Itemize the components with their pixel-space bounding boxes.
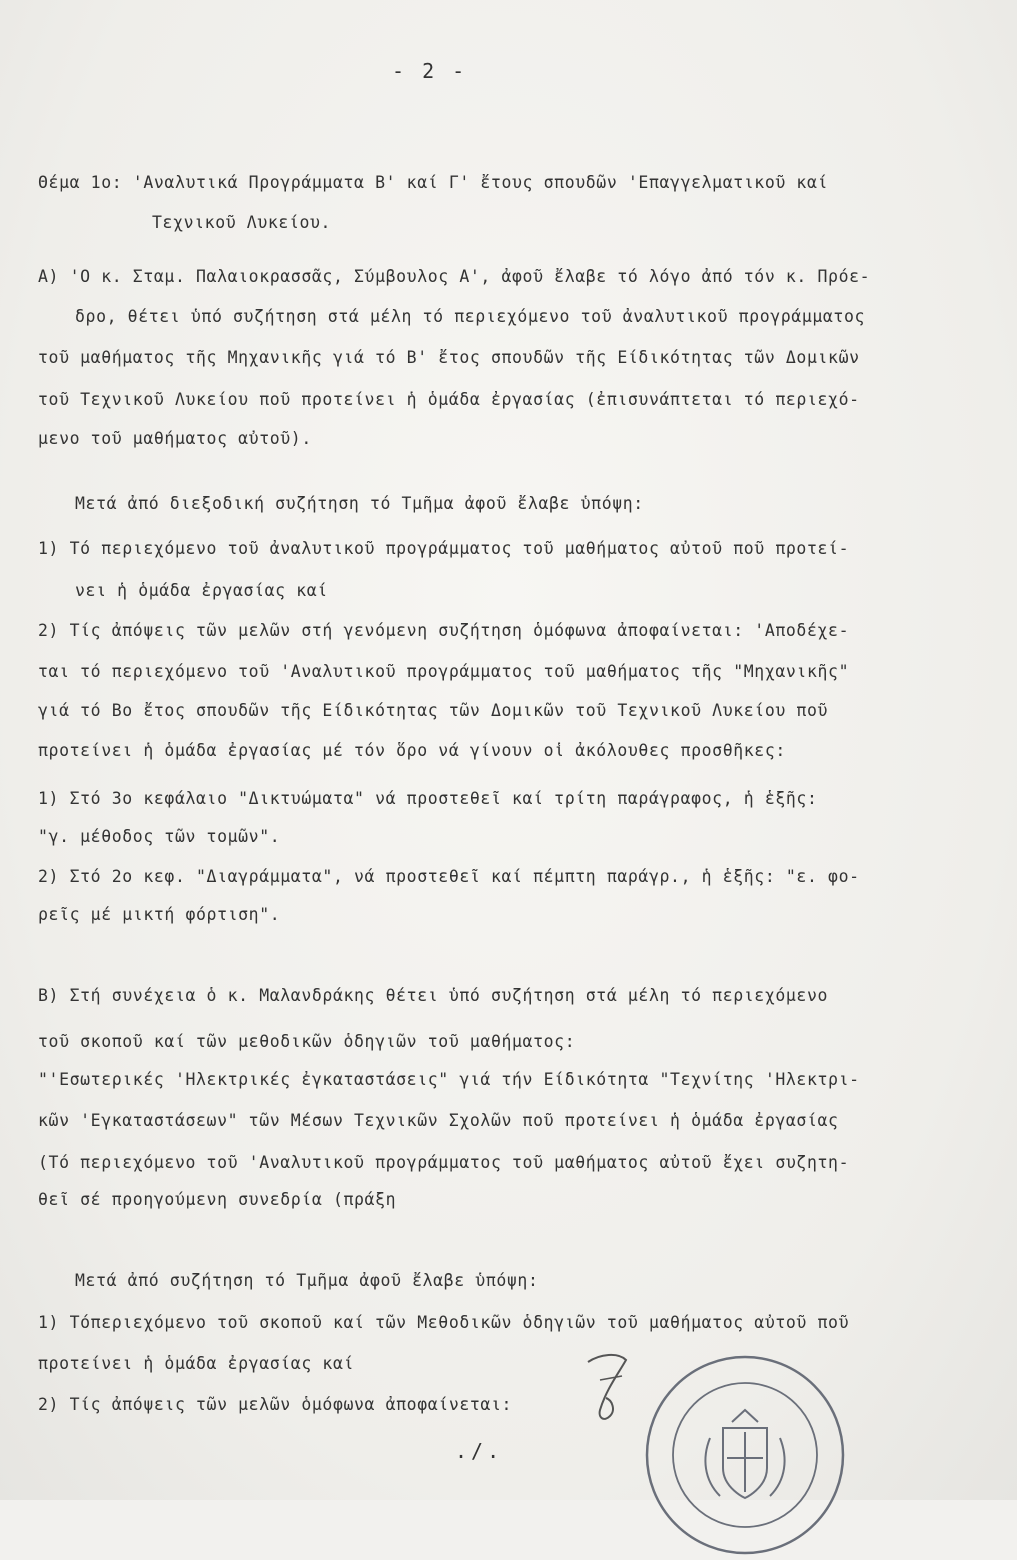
discussion-intro: Μετά ἀπό διεξοδική συζήτηση τό Τμῆμα ἀφοῦ ἔλαβε ὑπόψη: (75, 494, 644, 513)
paragraph-a-line-2: δρο, θέτει ὑπό συζήτηση στά μέλη τό περιεχόμενο τοῦ ἀναλυτικοῦ προγράμματος (75, 307, 866, 326)
point-1-line-1: 1) Τό περιεχόμενο τοῦ ἀναλυτικοῦ προγράμματος τοῦ μαθήματος αὐτοῦ ποῦ προτεί- (38, 539, 850, 558)
paragraph-b-line-4: κῶν 'Εγκαταστάσεων" τῶν Μέσων Τεχνικῶν Σχολῶν ποῦ προτείνει ἡ ὁμάδα ἐργασίας (38, 1111, 839, 1130)
point-b1-line-1: 1) Τόπεριεχόμενο τοῦ σκοποῦ καί τῶν Μεθοδικῶν ὁδηγιῶν τοῦ μαθήματος αὐτοῦ ποῦ (38, 1313, 850, 1332)
addition-1-line-2: "γ. μέθοδος τῶν τομῶν". (38, 827, 281, 846)
subject-heading-line-1: Θέμα 1ο: 'Αναλυτικά Προγράμματα Β' καί Γ' ἔτους σπουδῶν 'Επαγγελματικοῦ καί (38, 173, 829, 192)
point-2-line-1: 2) Τίς ἀπόψεις τῶν μελῶν στή γενόμενη συζήτηση ὁμόφωνα ἀποφαίνεται: 'Αποδέχε- (38, 621, 850, 640)
point-b1-line-2: προτείνει ἡ ὁμάδα ἐργασίας καί (38, 1354, 355, 1373)
continuation-mark: ./. (455, 1439, 504, 1463)
official-stamp-seal (640, 1350, 850, 1560)
paragraph-b-line-6: θεῖ σέ προηγούμενη συνεδρία (πράξη (38, 1190, 397, 1209)
subject-heading-line-2: Τεχνικοῦ Λυκείου. (152, 213, 332, 232)
paragraph-a-line-4: τοῦ Τεχνικοῦ Λυκείου ποῦ προτείνει ἡ ὁμάδα ἐργασίας (ἐπισυνάπτεται τό περιεχό- (38, 390, 860, 409)
paragraph-b-line-3: "'Εσωτερικές 'Ηλεκτρικές ἐγκαταστάσεις" γιά τήν Είδικότητα "Τεχνίτης 'Ηλεκτρι- (38, 1070, 860, 1089)
paragraph-b-line-1: Β) Στή συνέχεια ὁ κ. Μαλανδράκης θέτει ὑπό συζήτηση στά μέλη τό περιεχόμενο (38, 986, 829, 1005)
paragraph-a-line-3: τοῦ μαθήματος τῆς Μηχανικῆς γιά τό Β' ἔτος σπουδῶν τῆς Είδικότητας τῶν Δομικῶν (38, 348, 860, 367)
point-2-line-3: γιά τό Βο ἔτος σπουδῶν τῆς Είδικότητας τῶν Δομικῶν τοῦ Τεχνικοῦ Λυκείου ποῦ (38, 701, 829, 720)
paragraph-a-line-1: Α) 'Ο κ. Σταμ. Παλαιοκρασσᾶς, Σύμβουλος Α', ἀφοῦ ἔλαβε τό λόγο ἀπό τόν κ. Πρόε- (38, 267, 871, 286)
page-number: - 2 - (392, 59, 468, 83)
point-b2-line-1: 2) Τίς ἀπόψεις τῶν μελῶν ὁμόφωνα ἀποφαίνεται: (38, 1395, 513, 1414)
addition-2-line-2: ρεῖς μέ μικτή φόρτιση". (38, 905, 281, 924)
point-2-line-4: προτείνει ἡ ὁμάδα ἐργασίας μέ τόν ὅρο νά γίνουν οἱ ἀκόλουθες προσθῆκες: (38, 741, 786, 760)
addition-2-line-1: 2) Στό 2ο κεφ. "Διαγράμματα", νά προστεθεῖ καί πέμπτη παράγρ., ἡ ἑξῆς: "ε. φο- (38, 867, 860, 886)
point-2-line-2: ται τό περιεχόμενο τοῦ 'Αναλυτικοῦ προγράμματος τοῦ μαθήματος τῆς "Μηχανικῆς" (38, 662, 850, 681)
paragraph-b-line-2: τοῦ σκοποῦ καί τῶν μεθοδικῶν ὁδηγιῶν τοῦ μαθήματος: (38, 1032, 576, 1051)
discussion-intro-2: Μετά ἀπό συζήτηση τό Τμῆμα ἀφοῦ ἔλαβε ὑπόψη: (75, 1271, 539, 1290)
point-1-line-2: νει ἡ ὁμάδα ἐργασίας καί (75, 581, 328, 600)
paragraph-a-line-5: μενο τοῦ μαθήματος αὐτοῦ). (38, 429, 312, 448)
paragraph-b-line-5: (Τό περιεχόμενο τοῦ 'Αναλυτικοῦ προγράμματος τοῦ μαθήματος αὐτοῦ ἔχει συζητη- (38, 1153, 850, 1172)
addition-1-line-1: 1) Στό 3ο κεφάλαιο "Δικτυώματα" νά προστεθεῖ καί τρίτη παράγραφος, ἡ ἑξῆς: (38, 789, 818, 808)
